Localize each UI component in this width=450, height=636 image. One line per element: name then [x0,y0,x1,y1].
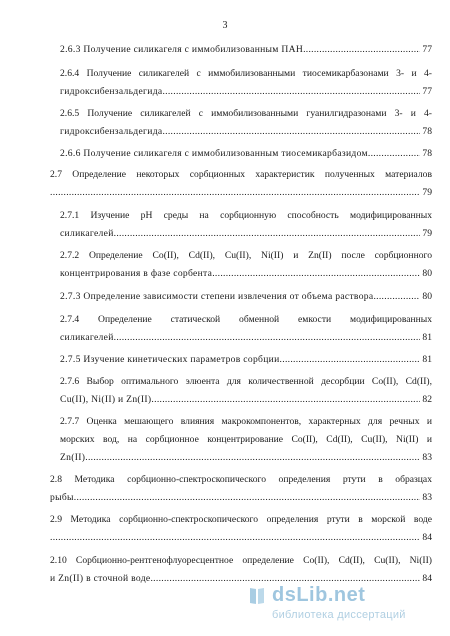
toc-entry-2-6-4[interactable]: 2.6.4 Получение силикагелей с иммобилизованными тиосемикарбазонами 3- и 4- [60,68,432,79]
toc-entry-2-7-1-cont[interactable] [60,228,432,240]
toc-entry-page: 81 [422,354,432,365]
toc-entry-page: 84 [422,573,432,584]
toc-entry-2-7-4-cont[interactable] [60,332,432,344]
toc-entry-2-7-3[interactable] [60,291,432,303]
toc-entry-2-7[interactable]: 2.7 Определение некоторых сорбционных характеристик полученных материалов [50,169,432,180]
toc-entry-title [50,532,420,544]
toc-entry-page: 83 [422,492,432,503]
toc-entry-2-9-cont[interactable] [50,532,432,544]
toc-entry-2-6-6[interactable] [60,148,432,160]
toc-entry-page: 81 [422,332,432,343]
toc-entry-page: 79 [422,228,432,239]
toc-entry-page: 84 [422,532,432,543]
toc-entry-title: концентрирования в фазе сорбента ..... [60,268,420,280]
toc-entry-2-8-cont[interactable] [50,492,432,504]
toc-entry-2-7-4[interactable]: 2.7.4 Определение статической обменной емкости модифицированных [60,314,432,325]
dslib-watermark [248,584,438,626]
toc-entry-title: рыбы ..... [50,492,420,504]
toc-entry-2-6-5[interactable]: 2.6.5 Получение силикагелей с иммобилизованными гуанилгидразонами 3- и 4- [60,108,432,119]
watermark-subtitle: библиотека диссертаций [272,609,406,621]
toc-entry-page: 79 [422,187,432,198]
toc-entry-2-7-2[interactable]: 2.7.2 Определение Co(II), Cd(II), Cu(II), Ni(II) и Zn(II) после сорбционного [60,250,432,261]
toc-entry-page: 77 [422,44,432,55]
toc-entry-2-6-5-cont[interactable] [60,126,432,138]
toc-entry-title: гидроксибензальдегида ..... [60,126,420,138]
toc-entry-page: 80 [422,268,432,279]
toc-entry-page: 82 [422,394,432,405]
toc-entry-title: и Zn(II) в сточной воде ..... [50,573,420,585]
toc-entry-2-6-4-cont[interactable] [60,86,432,98]
toc-entry-title: гидроксибензальдегида ..... [60,86,420,98]
toc-entry-title: Zn(II) ..... [60,452,420,464]
toc-entry-page: 78 [422,126,432,137]
book-icon [248,586,266,606]
toc-entry-title: Cu(II), Ni(II) и Zn(II) ..... [60,394,420,406]
toc-entry-2-7-6-cont[interactable] [60,394,432,406]
toc-entry-page: 83 [422,452,432,463]
toc-entry-title: 2.7.5 Изучение кинетических параметров сорбции ..... [60,354,420,366]
toc-entry-2-7-6[interactable]: 2.7.6 Выбор оптимального элюента для количественной десорбции Co(II), Cd(II), [60,376,432,387]
toc-entry-title: 2.6.3 Получение силикагеля с иммобилизованным ПАН ..... [60,44,420,56]
watermark-title: dsLib.net [272,584,366,606]
toc-entry-title: силикагелей ..... [60,228,420,240]
toc-entry-2-7-2-cont[interactable] [60,268,432,280]
toc-entry-page: 78 [422,148,432,159]
toc-entry-2-7-cont[interactable] [50,187,432,199]
toc-entry-2-9[interactable]: 2.9 Методика сорбционно-спектроскопического определения ртути в морской воде [50,514,432,525]
toc-entry-2-7-7-cont2[interactable] [60,452,432,464]
toc-entry-2-7-7-cont: морских вод, на сорбционное концентрирование Co(II), Cd(II), Cu(II), Ni(II) и [60,434,432,445]
page-number: 3 [222,20,228,31]
toc-entry-2-8[interactable]: 2.8 Методика сорбционно-спектроскопического определения ртути в образцах [50,474,432,485]
toc-entry-title: силикагелей ..... [60,332,420,344]
toc-entry-2-7-7[interactable]: 2.7.7 Оценка мешающего влияния макрокомпонентов, характерных для речных и [60,416,432,427]
toc-entry-page: 77 [422,86,432,97]
toc-entry-2-6-3[interactable] [60,44,432,56]
toc-entry-page: 80 [422,291,432,302]
toc-entry-title: 2.7.3 Определение зависимости степени извлечения от объема раствора ..... [60,291,420,303]
toc-entry-title: 2.6.6 Получение силикагеля с иммобилизованным тиосемикарбазидом ..... [60,148,420,160]
toc-entry-title [50,187,420,199]
toc-entry-2-7-1[interactable]: 2.7.1 Изучение рН среды на сорбционную способность модифицированных [60,210,432,221]
toc-entry-2-7-5[interactable] [60,354,432,366]
toc-entry-2-10[interactable]: 2.10 Сорбционно-рентгенофлуоресцентное определение Co(II), Cd(II), Cu(II), Ni(II) [50,555,432,566]
